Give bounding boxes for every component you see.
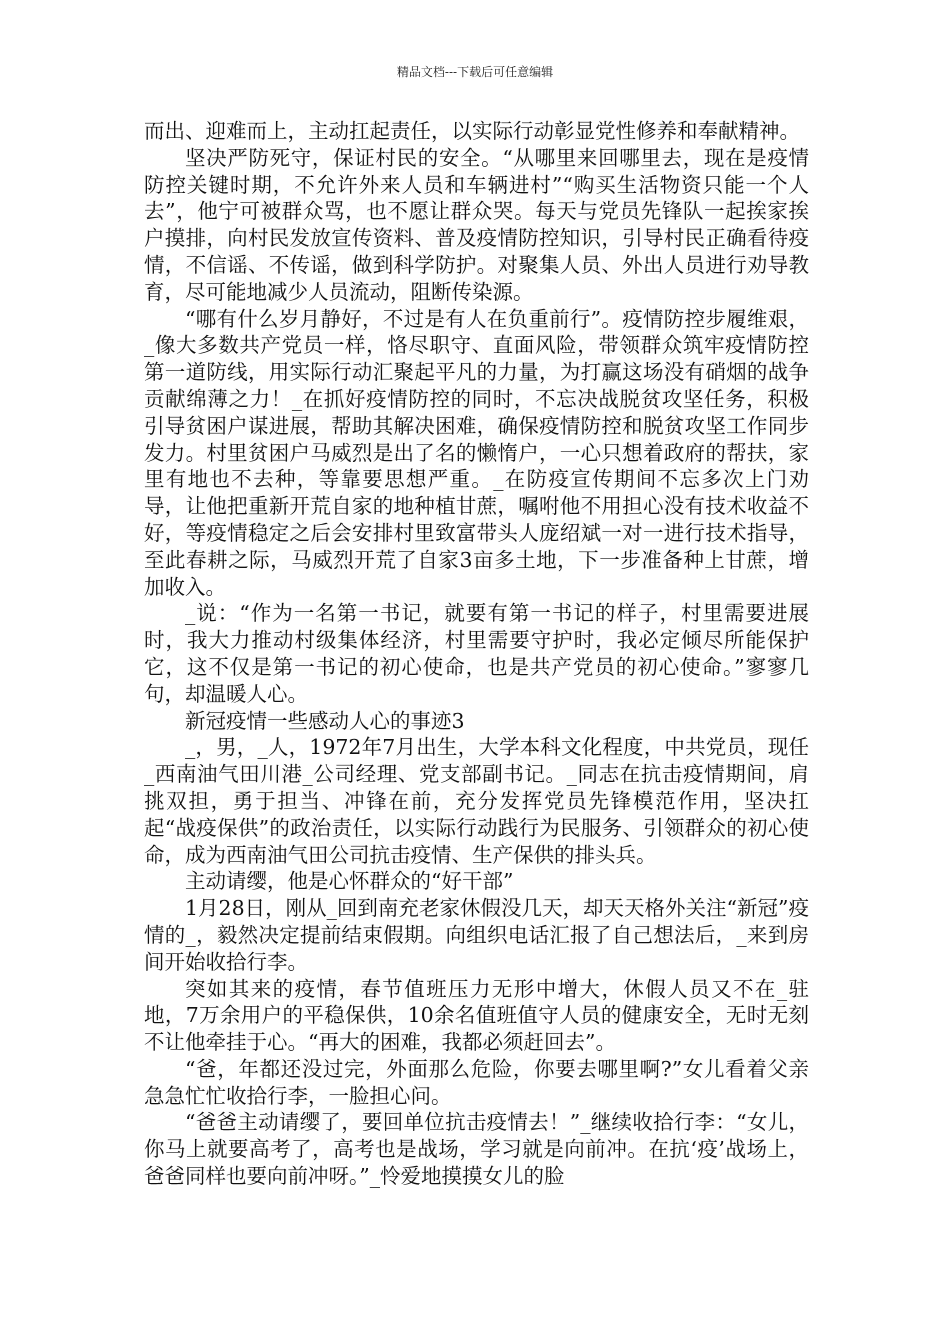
paragraph-7: 突如其来的疫情，春节值班压力无形中增大，休假人员又不在_驻地，7万余用户的平稳保供，10余名值班值守人员的健康安全，无时无刻不让他牵挂于心。“再大的困难，我都必须赶回去”。 <box>144 976 809 1055</box>
paragraph-1: 而出、迎难而上，主动扛起责任，以实际行动彰显党性修养和奉献精神。 <box>144 119 800 143</box>
subheading: 主动请缨，他是心怀群众的“好干部” <box>185 869 514 894</box>
paragraph-5: _，男，_人，1972年7月出生，大学本科文化程度，中共党员，现任_西南油气田川港_公司经理、党支部副书记。_同志在抗击疫情期间，肩挑双担，勇于担当、冲锋在前，充分发挥党员先锋模范作用，坚决扛起“战疫保供”的政治责任，以实际行动践行为民服务、引领群众的初心使命，成为西南油气田公司抗击疫情、生产保供的排头兵。 <box>144 735 809 867</box>
paragraph-4: _说：“作为一名第一书记，就要有第一书记的样子，村里需要进展时，我大力推动村级集体经济，村里需要守护时，我必定倾尽所能保护它，这不仅是第一书记的初心使命，也是共产党员的初心使命。”寥寥几句，却温暖人心。 <box>144 601 809 706</box>
paragraph-9: “爸爸主动请缨了，要回单位抗击疫情去！”_继续收拾行李：“女儿，你马上就要高考了，高考也是战场，学习就是向前冲。在抗‘疫’战场上，爸爸同样也要向前冲呀。”_怜爱地摸摸女儿的脸 <box>144 1110 809 1189</box>
paragraph-8: “爸，年都还没过完，外面那么危险，你要去哪里啊?”女儿看着父亲急急忙忙收拾行李，一脸担心问。 <box>144 1056 809 1108</box>
document-body <box>144 118 809 1190</box>
page-header: 精品文档---下载后可任意编辑 <box>396 65 554 79</box>
section-heading: 新冠疫情一些感动人心的事迹3 <box>185 708 465 733</box>
paragraph-3: “哪有什么岁月静好，不过是有人在负重前行”。疫情防控步履维艰，_像大多数共产党员一样，恪尽职守、直面风险，带领群众筑牢疫情防控第一道防线，用实际行动汇聚起平凡的力量，为打赢这场没有硝烟的战争贡献绵薄之力！_在抓好疫情防控的同时，不忘决战脱贫攻坚任务，积极引导贫困户谋进展，帮助其解决困难，确保疫情防控和脱贫攻坚工作同步发力。村里贫困户马威烈是出了名的懒惰户，一心只想着政府的帮扶，家里有地也不去种，等靠要思想严重。_在防疫宣传期间不忘多次上门劝导，让他把重新开荒自家的地种植甘蔗，嘱咐他不用担心没有技术收益不好，等疫情稳定之后会安排村里致富带头人庞绍斌一对一进行技术指导，至此春耕之际，马威烈开荒了自家3亩多土地，下一步准备种上甘蔗，增加收入。 <box>144 306 809 599</box>
paragraph-2: 坚决严防死守，保证村民的安全。“从哪里来回哪里去，现在是疫情防控关键时期，不允许外来人员和车辆进村”“购买生活物资只能一个人去”，他宁可被群众骂，也不愿让群众哭。每天与党员先锋队一起挨家挨户摸排，向村民发放宣传资料、普及疫情防控知识，引导村民正确看待疫情，不信谣、不传谣，做到科学防护。对聚集人员、外出人员进行劝导教育，尽可能地减少人员流动，阻断传染源。 <box>144 145 809 304</box>
paragraph-6: 1月28日，刚从_回到南充老家休假没几天，却天天格外关注“新冠”疫情的_，毅然决定提前结束假期。向组织电话汇报了自己想法后，_来到房间开始收拾行李。 <box>144 896 809 974</box>
